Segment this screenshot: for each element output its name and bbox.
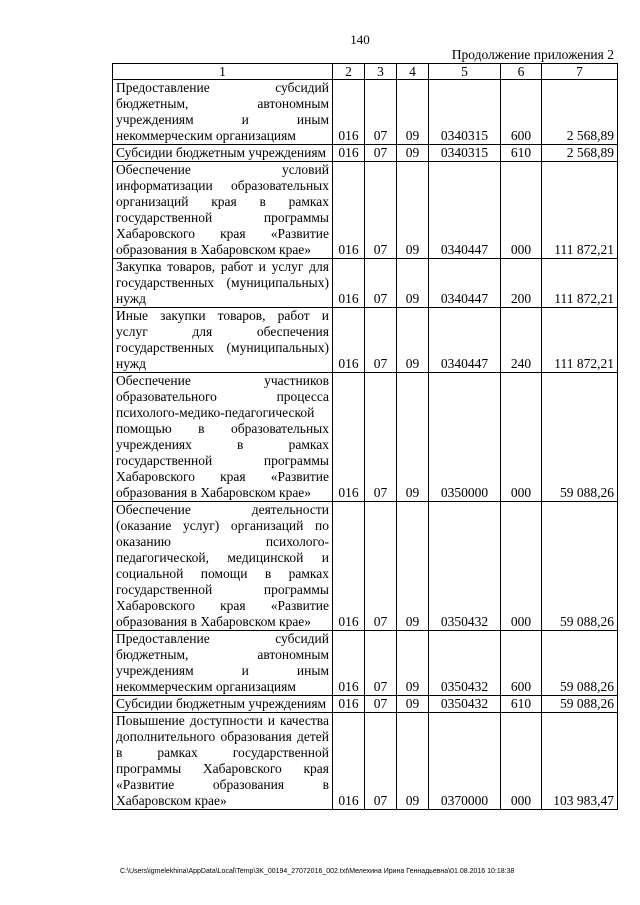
row-value-cell: 610 — [501, 145, 542, 162]
row-value-cell: 600 — [501, 631, 542, 696]
row-value-cell: 09 — [397, 308, 429, 373]
row-value-cell: 07 — [365, 713, 397, 810]
row-value-cell: 0340447 — [429, 259, 501, 308]
row-value-cell: 016 — [333, 631, 365, 696]
row-name-cell: Субсидии бюджетным учреждениям — [113, 145, 333, 162]
row-value-cell: 09 — [397, 162, 429, 259]
row-value-cell: 0340447 — [429, 162, 501, 259]
row-value-cell: 103 983,47 — [542, 713, 618, 810]
row-value-cell: 0340315 — [429, 145, 501, 162]
row-value-cell: 0340447 — [429, 308, 501, 373]
row-value-cell: 0340315 — [429, 80, 501, 145]
continuation-note: Продолжение приложения 2 — [451, 47, 614, 62]
row-value-cell: 59 088,26 — [542, 502, 618, 631]
table-row — [113, 308, 618, 373]
row-value-cell: 111 872,21 — [542, 162, 618, 259]
row-value-cell: 200 — [501, 259, 542, 308]
row-name-cell: Обеспечение деятельности (оказание услуг) организаций по оказанию психолого-педагогической, медицинской и социальной помощи в рамках государственной программы Хабаровского края «Развитие образования в Хабаровском крае» — [113, 502, 333, 631]
row-value-cell: 09 — [397, 145, 429, 162]
row-value-cell: 07 — [365, 308, 397, 373]
row-value-cell: 000 — [501, 713, 542, 810]
row-value-cell: 59 088,26 — [542, 696, 618, 713]
header-row — [113, 64, 618, 80]
row-value-cell: 610 — [501, 696, 542, 713]
table-row — [113, 145, 618, 162]
page-number: 140 — [350, 32, 370, 47]
row-value-cell: 016 — [333, 162, 365, 259]
row-name-cell: Предоставление субсидий бюджетным, автономным учреждениям и иным некоммерческим организациям — [113, 80, 333, 145]
row-value-cell: 07 — [365, 696, 397, 713]
header-cell: 1 — [113, 64, 333, 80]
row-name-cell: Повышение доступности и качества дополнительного образования детей в рамках государственной программы Хабаровского края «Развитие образования в Хабаровском крае» — [113, 713, 333, 810]
row-value-cell: 0350432 — [429, 631, 501, 696]
row-value-cell: 09 — [397, 80, 429, 145]
row-value-cell: 59 088,26 — [542, 631, 618, 696]
row-value-cell: 2 568,89 — [542, 80, 618, 145]
row-value-cell: 07 — [365, 162, 397, 259]
budget-table — [112, 63, 618, 810]
row-value-cell: 016 — [333, 502, 365, 631]
row-value-cell: 111 872,21 — [542, 259, 618, 308]
header-cell: 5 — [429, 64, 501, 80]
table-row — [113, 713, 618, 810]
row-value-cell: 07 — [365, 80, 397, 145]
row-value-cell: 000 — [501, 162, 542, 259]
header-cell: 7 — [542, 64, 618, 80]
row-value-cell: 0350432 — [429, 696, 501, 713]
header-cell: 2 — [333, 64, 365, 80]
row-name-cell: Иные закупки товаров, работ и услуг для обеспечения государственных (муниципальных) нужд — [113, 308, 333, 373]
row-value-cell: 0370000 — [429, 713, 501, 810]
row-value-cell: 016 — [333, 713, 365, 810]
row-value-cell: 59 088,26 — [542, 373, 618, 502]
row-value-cell: 09 — [397, 259, 429, 308]
row-name-cell: Субсидии бюджетным учреждениям — [113, 696, 333, 713]
row-value-cell: 07 — [365, 631, 397, 696]
row-value-cell: 111 872,21 — [542, 308, 618, 373]
table-row — [113, 373, 618, 502]
row-value-cell: 016 — [333, 80, 365, 145]
row-value-cell: 2 568,89 — [542, 145, 618, 162]
row-value-cell: 07 — [365, 502, 397, 631]
row-value-cell: 09 — [397, 696, 429, 713]
row-value-cell: 016 — [333, 373, 365, 502]
row-value-cell: 07 — [365, 145, 397, 162]
row-value-cell: 07 — [365, 259, 397, 308]
row-name-cell: Обеспечение условий информатизации образовательных организаций края в рамках государственной программы Хабаровского края «Развитие образования в Хабаровском крае» — [113, 162, 333, 259]
row-value-cell: 016 — [333, 145, 365, 162]
table-row — [113, 259, 618, 308]
row-value-cell: 016 — [333, 696, 365, 713]
row-name-cell: Предоставление субсидий бюджетным, автономным учреждениям и иным некоммерческим организациям — [113, 631, 333, 696]
row-value-cell: 07 — [365, 373, 397, 502]
header-cell: 6 — [501, 64, 542, 80]
row-value-cell: 016 — [333, 259, 365, 308]
row-value-cell: 0350432 — [429, 502, 501, 631]
table-row — [113, 631, 618, 696]
header-cell: 4 — [397, 64, 429, 80]
row-value-cell: 000 — [501, 373, 542, 502]
row-value-cell: 09 — [397, 631, 429, 696]
row-value-cell: 0350000 — [429, 373, 501, 502]
table-row — [113, 696, 618, 713]
row-value-cell: 09 — [397, 713, 429, 810]
row-value-cell: 600 — [501, 80, 542, 145]
file-path-footer: C:\Users\igmelekhina\AppData\Local\Temp\3K_00194_27072016_002.txt\Мелехина Ирина Геннадьевна\01.08.2016 10:18:38 — [120, 868, 515, 875]
row-name-cell: Закупка товаров, работ и услуг для государственных (муниципальных) нужд — [113, 259, 333, 308]
row-value-cell: 016 — [333, 308, 365, 373]
row-value-cell: 09 — [397, 502, 429, 631]
header-cell: 3 — [365, 64, 397, 80]
table-row — [113, 162, 618, 259]
row-value-cell: 000 — [501, 502, 542, 631]
table-row — [113, 502, 618, 631]
row-value-cell: 240 — [501, 308, 542, 373]
row-name-cell: Обеспечение участников образовательного процесса психолого-медико-педагогической помощью в образовательных учреждениях в рамках государственной программы Хабаровского края «Развитие образования в Хабаровском крае» — [113, 373, 333, 502]
table-row — [113, 80, 618, 145]
row-value-cell: 09 — [397, 373, 429, 502]
